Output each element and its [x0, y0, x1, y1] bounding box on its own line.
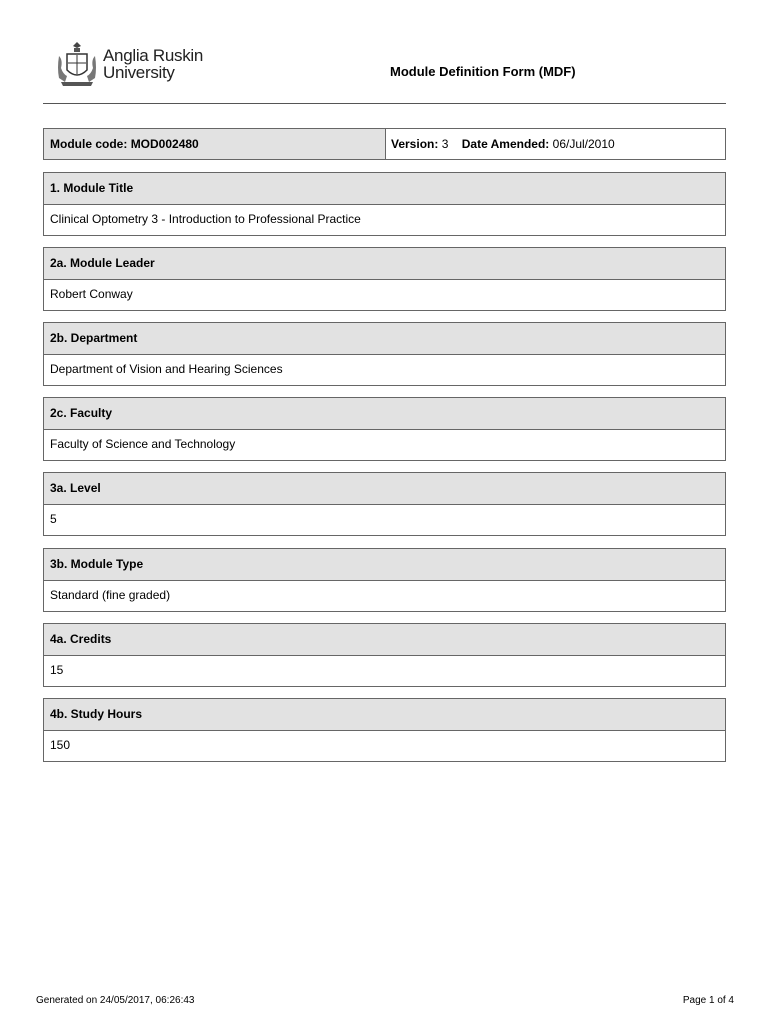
- section-value: Clinical Optometry 3 - Introduction to Professional Practice: [50, 212, 361, 226]
- section-module-leader: [43, 247, 726, 311]
- section-module-title: [43, 172, 726, 236]
- section-value: 5: [50, 512, 57, 526]
- section-value: Robert Conway: [50, 287, 133, 301]
- section-value: Standard (fine graded): [50, 588, 171, 602]
- version-date-cell: [386, 129, 725, 159]
- section-credits: [43, 623, 726, 687]
- university-logo: [55, 38, 225, 90]
- generated-timestamp: Generated on 24/05/2017, 06:26:43: [36, 995, 195, 1006]
- section-value: Department of Vision and Hearing Sciences: [50, 362, 283, 376]
- page-number: Page 1 of 4: [682, 995, 734, 1006]
- section-value: Faculty of Science and Technology: [50, 437, 236, 451]
- section-value: 15: [50, 663, 64, 677]
- date-amended-label: Date Amended:: [461, 137, 550, 151]
- module-code-value: MOD002480: [130, 137, 199, 151]
- module-code-cell: [44, 129, 386, 159]
- module-code-label: Module code:: [50, 137, 128, 151]
- section-study-hours: [43, 698, 726, 762]
- section-department: [43, 322, 726, 386]
- section-heading: 3b. Module Type: [44, 549, 725, 581]
- logo-wordmark: Anglia Ruskin University: [103, 46, 204, 82]
- section-heading: 2b. Department: [44, 323, 725, 355]
- section-value: 150: [50, 738, 71, 752]
- version-value: 3: [441, 137, 449, 151]
- form-title: Module Definition Form (MDF): [390, 64, 576, 79]
- section-module-type: [43, 548, 726, 612]
- section-heading: 2c. Faculty: [44, 398, 725, 430]
- date-amended-value: 06/Jul/2010: [552, 137, 615, 151]
- section-heading: 2a. Module Leader: [44, 248, 725, 280]
- section-faculty: [43, 397, 726, 461]
- section-heading: 1. Module Title: [44, 173, 725, 205]
- section-heading: 4b. Study Hours: [44, 699, 725, 731]
- section-level: [43, 472, 726, 536]
- crest-icon: [55, 38, 99, 88]
- module-code-box: [43, 128, 726, 160]
- version-label: Version:: [391, 137, 439, 151]
- section-heading: 4a. Credits: [44, 624, 725, 656]
- section-heading: 3a. Level: [44, 473, 725, 505]
- page-header: [43, 38, 726, 104]
